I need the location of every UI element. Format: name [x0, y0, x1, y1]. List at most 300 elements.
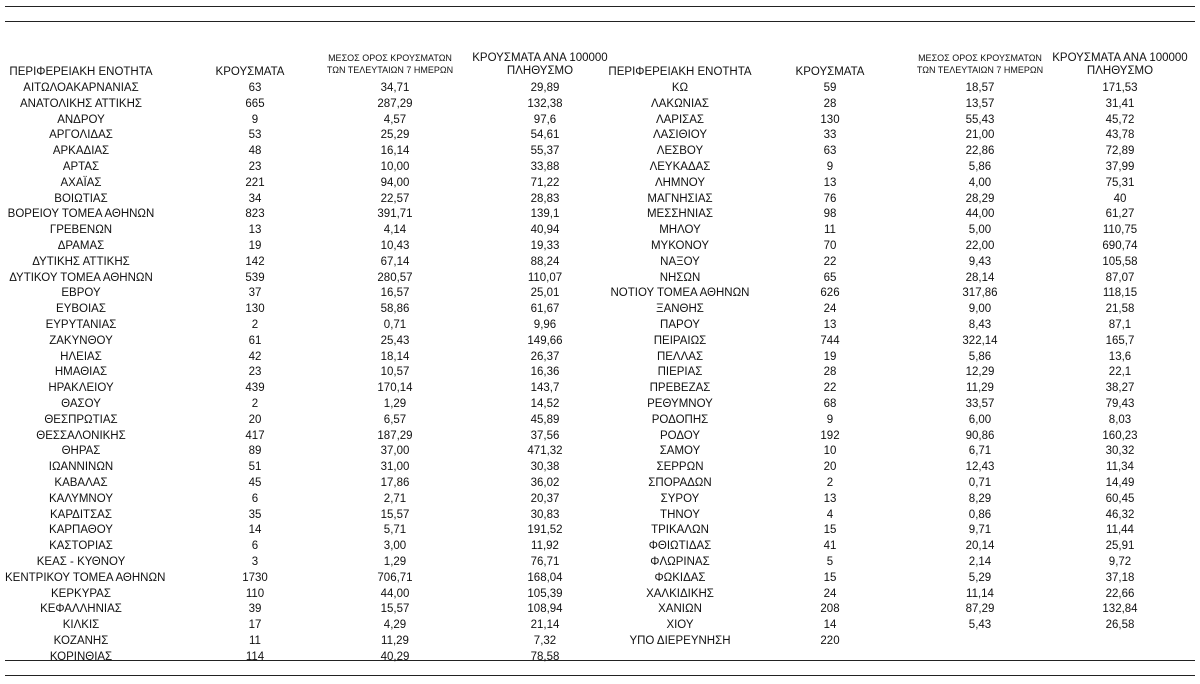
region-cell: ΚΕΝΤΡΙΚΟΥ ΤΟΜΕΑ ΑΘΗΝΩΝ [5, 571, 166, 584]
per100k-cell: 165,7 [1105, 334, 1135, 347]
cases-cell: 76 [823, 192, 837, 205]
avg7-cell: 34,71 [380, 82, 410, 94]
per100k-cell: 37,56 [530, 429, 560, 442]
region-cell: ΔΥΤΙΚΗΣ ΑΤΤΙΚΗΣ [32, 255, 130, 268]
right-header-avg [905, 52, 1055, 76]
cases-cell: 14 [823, 619, 837, 632]
right-header-per100k-line1: ΚΡΟΥΣΜΑΤΑ ΑΝΑ 100000 [1052, 52, 1188, 64]
cases-cell: 10 [823, 445, 837, 458]
right-header-avg-line2: ΤΩΝ ΤΕΛΕΥΤΑΙΩΝ 7 ΗΜΕΡΩΝ [916, 65, 1044, 75]
avg7-cell: 17,86 [380, 477, 410, 489]
cases-cell: 1730 [242, 571, 268, 584]
cases-cell: 33 [823, 129, 837, 142]
per100k-cell: 8,03 [1108, 413, 1132, 426]
region-cell: ΦΘΙΩΤΙΔΑΣ [648, 540, 712, 553]
per100k-cell: 43,78 [1105, 129, 1135, 142]
per100k-cell: 30,32 [1105, 445, 1135, 458]
per100k-cell: 25,91 [1105, 540, 1135, 553]
region-cell: ΠΑΡΟΥ [660, 319, 700, 331]
left-header-per100k [465, 52, 615, 78]
region-cell: ΣΥΡΟΥ [660, 492, 700, 505]
avg7-cell: 5,29 [968, 571, 992, 584]
region-cell: ΣΑΜΟΥ [659, 445, 701, 458]
avg7-cell: 391,71 [377, 208, 413, 221]
region-cell: ΠΕΛΛΑΣ [656, 350, 704, 363]
region-cell: ΕΥΡΥΤΑΝΙΑΣ [45, 319, 117, 331]
cases-cell: 28 [823, 97, 837, 110]
region-cell: ΚΑΡΔΙΤΣΑΣ [50, 508, 112, 521]
per100k-cell: 9,96 [533, 319, 557, 331]
region-cell: ΚΕΦΑΛΛΗΝΙΑΣ [40, 603, 122, 616]
per100k-cell: 76,71 [530, 556, 560, 568]
region-cell: ΝΑΞΟΥ [660, 255, 700, 268]
avg7-cell: 13,57 [965, 97, 995, 110]
region-cell: ΑΧΑΪΑΣ [60, 176, 102, 189]
per100k-cell: 54,61 [530, 129, 560, 142]
per100k-cell: 29,89 [530, 82, 560, 94]
cases-cell: 130 [820, 113, 840, 126]
cases-cell: 4 [826, 508, 834, 521]
region-cell: ΘΗΡΑΣ [61, 445, 101, 458]
avg7-cell: 22,57 [380, 192, 410, 205]
per100k-cell: 25,01 [530, 287, 560, 300]
cases-cell: 11 [824, 224, 836, 237]
region-cell: ΛΑΡΙΣΑΣ [655, 113, 705, 126]
avg7-cell: 20,14 [965, 540, 995, 553]
cases-cell: 3 [251, 556, 259, 568]
region-cell: ΜΥΚΟΝΟΥ [650, 240, 710, 252]
per100k-cell: 110,75 [1102, 224, 1138, 237]
per100k-cell: 61,67 [530, 303, 560, 316]
cases-cell: 114 [245, 650, 265, 663]
per100k-cell: 191,52 [527, 524, 563, 537]
region-cell: ΓΡΕΒΕΝΩΝ [49, 224, 113, 237]
region-cell: ΜΗΛΟΥ [659, 224, 701, 237]
avg7-cell: 16,57 [380, 287, 410, 300]
region-cell: ΔΡΑΜΑΣ [57, 240, 105, 252]
cases-cell: 23 [248, 366, 262, 379]
per100k-cell: 21,58 [1105, 303, 1135, 316]
cases-cell: 823 [245, 208, 265, 221]
cases-cell: 142 [245, 255, 265, 268]
avg7-cell: 25,29 [380, 129, 410, 142]
cases-cell: 2 [826, 477, 834, 489]
avg7-cell: 22,86 [965, 145, 995, 158]
region-cell: ΚΟΡΙΝΘΙΑΣ [49, 650, 113, 663]
cases-cell: 13 [823, 492, 837, 505]
per100k-cell: 132,38 [527, 97, 563, 110]
avg7-cell: 28,14 [965, 271, 995, 284]
cases-cell: 20 [248, 413, 262, 426]
region-cell: ΠΙΕΡΙΑΣ [657, 366, 703, 379]
cases-cell: 9 [826, 161, 834, 173]
cases-cell: 68 [823, 398, 837, 410]
avg7-cell: 28,29 [965, 192, 995, 205]
region-cell: ΘΑΣΟΥ [61, 398, 101, 410]
avg7-cell: 0,71 [968, 477, 992, 489]
cases-cell: 24 [823, 303, 837, 316]
region-cell: ΡΟΔΟΠΗΣ [651, 413, 709, 426]
per100k-cell: 168,04 [527, 571, 563, 584]
region-cell: ΑΙΤΩΛΟΑΚΑΡΝΑΝΙΑΣ [23, 82, 139, 94]
region-cell: ΒΟΡΕΙΟΥ ΤΟΜΕΑ ΑΘΗΝΩΝ [7, 208, 155, 221]
region-cell: ΑΡΚΑΔΙΑΣ [52, 145, 110, 158]
region-cell: ΛΑΚΩΝΙΑΣ [651, 97, 709, 110]
per100k-cell: 40,94 [530, 224, 560, 237]
region-cell: ΜΕΣΣΗΝΙΑΣ [646, 208, 714, 221]
region-cell: ΝΗΣΩΝ [659, 271, 701, 284]
region-cell: ΑΝΔΡΟΥ [57, 113, 105, 126]
cases-cell: 9 [826, 413, 834, 426]
region-cell: ΛΗΜΝΟΥ [654, 176, 706, 189]
per100k-cell: 132,84 [1102, 603, 1138, 616]
per100k-cell: 471,32 [527, 445, 563, 458]
per100k-cell: 87,1 [1108, 319, 1132, 331]
cases-cell: 2 [251, 398, 259, 410]
left-header-avg [315, 52, 465, 76]
per100k-cell: 171,53 [1102, 82, 1138, 94]
cases-cell: 417 [245, 429, 265, 442]
avg7-cell: 322,14 [962, 334, 998, 347]
per100k-cell: 14,52 [530, 398, 560, 410]
cases-cell: 98 [823, 208, 837, 221]
cases-cell: 61 [248, 334, 262, 347]
cases-cell: 70 [823, 240, 837, 252]
avg7-cell: 706,71 [377, 571, 413, 584]
per100k-cell: 16,36 [530, 366, 560, 379]
cases-cell: 439 [245, 382, 265, 395]
cases-cell: 665 [245, 97, 265, 110]
per100k-cell: 21,14 [530, 619, 560, 632]
per100k-cell: 38,27 [1105, 382, 1135, 395]
per100k-cell: 9,72 [1108, 556, 1132, 568]
cases-cell: 192 [820, 429, 840, 442]
right-header-per100k-line2: ΠΛΗΘΥΣΜΟ [1086, 65, 1154, 77]
cases-cell: 45 [248, 477, 262, 489]
per100k-cell: 40 [1113, 192, 1127, 205]
per100k-cell: 22,1 [1108, 366, 1132, 379]
cases-cell: 626 [820, 287, 840, 300]
avg7-cell: 44,00 [965, 208, 995, 221]
per100k-cell: 160,23 [1102, 429, 1138, 442]
cases-cell: 53 [248, 129, 262, 142]
cases-cell: 17 [248, 619, 262, 632]
avg7-cell: 31,00 [380, 461, 410, 474]
per100k-cell: 28,83 [530, 192, 560, 205]
cases-cell: 89 [248, 445, 262, 458]
region-cell: ΔΥΤΙΚΟΥ ΤΟΜΕΑ ΑΘΗΝΩΝ [9, 271, 153, 284]
region-cell: ΒΟΙΩΤΙΑΣ [54, 192, 108, 205]
left-header-per100k-line2: ΠΛΗΘΥΣΜΟ [506, 65, 574, 77]
avg7-cell: 15,57 [380, 603, 410, 616]
avg7-cell: 94,00 [380, 176, 410, 189]
region-cell: ΚΙΛΚΙΣ [62, 619, 100, 632]
per100k-cell: 139,1 [530, 208, 560, 221]
per100k-cell: 11,92 [531, 540, 559, 553]
avg7-cell: 0,86 [968, 508, 992, 521]
left-header-cases: ΚΡΟΥΣΜΑΤΑ [215, 66, 285, 78]
right-header-avg-line1: ΜΕΣΟΣ ΟΡΟΣ ΚΡΟΥΣΜΑΤΩΝ [918, 53, 1042, 63]
avg7-cell: 16,14 [380, 145, 410, 158]
per100k-cell: 88,24 [530, 255, 560, 268]
avg7-cell: 5,00 [968, 224, 992, 237]
right-header-cases: ΚΡΟΥΣΜΑΤΑ [795, 66, 865, 78]
per100k-cell: 37,18 [1105, 571, 1135, 584]
region-cell: ΚΑΛΥΜΝΟΥ [49, 492, 113, 505]
cases-cell: 20 [823, 461, 837, 474]
cases-cell: 22 [823, 382, 837, 395]
avg7-cell: 9,71 [968, 524, 992, 537]
per100k-cell: 75,31 [1105, 176, 1135, 189]
cases-cell: 34 [248, 192, 262, 205]
avg7-cell: 22,00 [965, 240, 995, 252]
avg7-cell: 33,57 [965, 398, 995, 410]
cases-cell: 39 [248, 603, 262, 616]
avg7-cell: 21,00 [965, 129, 995, 142]
avg7-cell: 317,86 [962, 287, 998, 300]
per100k-cell: 11,44 [1106, 524, 1134, 537]
top-rule-1 [5, 6, 1195, 7]
cases-cell: 63 [823, 145, 837, 158]
bottom-rule-2 [5, 675, 1195, 676]
region-cell: ΤΡΙΚΑΛΩΝ [651, 524, 709, 537]
cases-cell: 5 [826, 556, 834, 568]
region-cell: ΠΡΕΒΕΖΑΣ [649, 382, 711, 395]
per100k-cell: 30,38 [530, 461, 560, 474]
cases-cell: 6 [251, 540, 259, 553]
avg7-cell: 10,57 [380, 366, 410, 379]
region-cell: ΕΥΒΟΙΑΣ [56, 303, 106, 316]
avg7-cell: 67,14 [380, 255, 410, 268]
avg7-cell: 5,43 [968, 619, 992, 632]
cases-cell: 9 [251, 113, 259, 126]
per100k-cell: 13,6 [1108, 350, 1132, 363]
region-cell: ΙΩΑΝΝΙΝΩΝ [48, 461, 114, 474]
cases-cell: 539 [245, 271, 265, 284]
cases-cell: 11 [249, 635, 261, 647]
per100k-cell: 37,99 [1105, 161, 1135, 173]
region-cell: ΣΕΡΡΩΝ [656, 461, 704, 474]
per100k-cell: 55,37 [530, 145, 560, 158]
cases-cell: 220 [820, 635, 840, 647]
per100k-cell: 20,37 [530, 492, 560, 505]
cases-cell: 15 [823, 571, 837, 584]
region-cell: ΛΕΥΚΑΔΑΣ [649, 161, 711, 173]
region-cell: ΚΑΡΠΑΘΟΥ [49, 524, 113, 537]
avg7-cell: 12,29 [965, 366, 995, 379]
avg7-cell: 90,86 [965, 429, 995, 442]
avg7-cell: 280,57 [377, 271, 413, 284]
per100k-cell: 46,32 [1105, 508, 1135, 521]
per100k-cell: 7,32 [533, 635, 557, 647]
region-cell: ΚΕΑΣ - ΚΥΘΝΟΥ [36, 556, 126, 568]
cases-cell: 42 [248, 350, 262, 363]
per100k-cell: 45,72 [1105, 113, 1135, 126]
per100k-cell: 30,83 [530, 508, 560, 521]
region-cell: ΧΑΝΙΩΝ [658, 603, 702, 616]
region-cell: ΚΩ [671, 82, 689, 94]
per100k-cell: 143,7 [530, 382, 560, 395]
region-cell: ΧΑΛΚΙΔΙΚΗΣ [646, 587, 714, 600]
cases-cell: 15 [823, 524, 837, 537]
avg7-cell: 170,14 [377, 382, 413, 395]
cases-cell: 24 [823, 587, 837, 600]
avg7-cell: 1,29 [383, 556, 407, 568]
avg7-cell: 12,43 [965, 461, 995, 474]
per100k-cell: 87,07 [1105, 271, 1135, 284]
avg7-cell: 4,57 [383, 113, 407, 126]
per100k-cell: 110,07 [527, 271, 563, 284]
per100k-cell: 36,02 [530, 477, 560, 489]
region-cell: ΚΕΡΚΥΡΑΣ [51, 587, 111, 600]
right-header-per100k [1045, 52, 1195, 78]
avg7-cell: 10,43 [380, 240, 410, 252]
region-cell: ΥΠΟ ΔΙΕΡΕΥΝΗΣΗ [629, 635, 731, 647]
avg7-cell: 6,57 [383, 413, 407, 426]
region-cell: ΣΠΟΡΑΔΩΝ [648, 477, 712, 489]
per100k-cell: 72,89 [1105, 145, 1135, 158]
region-cell: ΞΑΝΘΗΣ [656, 303, 704, 316]
region-cell: ΧΙΟΥ [666, 619, 694, 632]
cases-cell: 23 [248, 161, 262, 173]
avg7-cell: 2,14 [968, 556, 992, 568]
region-cell: ΛΑΣΙΘΙΟΥ [652, 129, 708, 142]
cases-cell: 13 [823, 319, 837, 331]
region-cell: ΘΕΣΠΡΩΤΙΑΣ [44, 413, 118, 426]
region-cell: ΡΟΔΟΥ [659, 429, 701, 442]
cases-cell: 37 [248, 287, 262, 300]
region-cell: ΑΡΓΟΛΙΔΑΣ [49, 129, 113, 142]
avg7-cell: 4,00 [968, 176, 992, 189]
region-cell: ΘΕΣΣΑΛΟΝΙΚΗΣ [36, 429, 126, 442]
avg7-cell: 44,00 [380, 587, 410, 600]
avg7-cell: 6,00 [968, 413, 992, 426]
per100k-cell: 108,94 [527, 603, 563, 616]
region-cell: ΑΡΤΑΣ [62, 161, 100, 173]
per100k-cell: 105,39 [527, 587, 563, 600]
per100k-cell: 22,66 [1105, 587, 1135, 600]
cases-cell: 130 [245, 303, 265, 316]
per100k-cell: 79,43 [1105, 398, 1135, 410]
cases-cell: 48 [248, 145, 262, 158]
left-header-region: ΠΕΡΙΦΕΡΕΙΑΚΗ ΕΝΟΤΗΤΑ [9, 66, 153, 78]
avg7-cell: 11,29 [381, 635, 409, 647]
avg7-cell: 25,43 [380, 334, 410, 347]
per100k-cell: 45,89 [530, 413, 560, 426]
avg7-cell: 8,43 [968, 319, 992, 331]
region-cell: ΡΕΘΥΜΝΟΥ [647, 398, 713, 410]
per100k-cell: 690,74 [1102, 240, 1138, 252]
avg7-cell: 11,14 [966, 587, 994, 600]
cases-cell: 14 [248, 524, 262, 537]
cases-cell: 13 [248, 224, 262, 237]
per100k-cell: 149,66 [527, 334, 563, 347]
avg7-cell: 58,86 [380, 303, 410, 316]
avg7-cell: 4,14 [383, 224, 407, 237]
cases-cell: 221 [245, 176, 265, 189]
left-header-avg-line2: ΤΩΝ ΤΕΛΕΥΤΑΙΩΝ 7 ΗΜΕΡΩΝ [326, 65, 454, 75]
cases-cell: 41 [823, 540, 837, 553]
per100k-cell: 33,88 [530, 161, 560, 173]
avg7-cell: 5,71 [383, 524, 407, 537]
region-cell: ΤΗΝΟΥ [660, 508, 700, 521]
per100k-cell: 19,33 [530, 240, 560, 252]
region-cell: ΗΡΑΚΛΕΙΟΥ [48, 382, 114, 395]
cases-cell: 19 [823, 350, 837, 363]
cases-cell: 6 [251, 492, 259, 505]
region-cell: ΛΕΣΒΟΥ [656, 145, 704, 158]
region-cell: ΦΛΩΡΙΝΑΣ [650, 556, 710, 568]
per100k-cell: 26,37 [530, 350, 560, 363]
cases-cell: 59 [823, 82, 837, 94]
avg7-cell: 9,43 [968, 255, 992, 268]
avg7-cell: 4,29 [383, 619, 407, 632]
per100k-cell: 11,34 [1106, 461, 1134, 474]
region-cell: ΚΑΣΤΟΡΙΑΣ [49, 540, 113, 553]
cases-cell: 19 [248, 240, 262, 252]
cases-cell: 51 [248, 461, 262, 474]
avg7-cell: 15,57 [380, 508, 410, 521]
region-cell: ΑΝΑΤΟΛΙΚΗΣ ΑΤΤΙΚΗΣ [19, 97, 142, 110]
region-cell: ΝΟΤΙΟΥ ΤΟΜΕΑ ΑΘΗΝΩΝ [610, 287, 750, 300]
avg7-cell: 87,29 [965, 603, 995, 616]
per100k-cell: 14,49 [1105, 477, 1135, 489]
region-cell: ΚΟΖΑΝΗΣ [53, 635, 109, 647]
top-rule-2 [5, 21, 1195, 22]
region-cell: ΖΑΚΥΝΘΟΥ [49, 334, 113, 347]
avg7-cell: 10,00 [380, 161, 410, 173]
region-cell: ΕΒΡΟΥ [61, 287, 101, 300]
per100k-cell: 105,58 [1102, 255, 1138, 268]
avg7-cell: 18,57 [965, 82, 995, 94]
cases-cell: 22 [823, 255, 837, 268]
cases-cell: 28 [823, 366, 837, 379]
avg7-cell: 40,29 [380, 650, 410, 663]
avg7-cell: 5,86 [968, 161, 992, 173]
avg7-cell: 18,14 [380, 350, 410, 363]
left-header-per100k-line1: ΚΡΟΥΣΜΑΤΑ ΑΝΑ 100000 [472, 52, 608, 64]
avg7-cell: 55,43 [965, 113, 995, 126]
per100k-cell: 71,22 [530, 176, 560, 189]
avg7-cell: 3,00 [383, 540, 407, 553]
avg7-cell: 0,71 [383, 319, 407, 331]
region-cell: ΗΜΑΘΙΑΣ [54, 366, 108, 379]
region-cell: ΦΩΚΙΔΑΣ [654, 571, 706, 584]
avg7-cell: 8,29 [968, 492, 992, 505]
cases-cell: 65 [823, 271, 837, 284]
avg7-cell: 37,00 [380, 445, 410, 458]
left-header-avg-line1: ΜΕΣΟΣ ΟΡΟΣ ΚΡΟΥΣΜΑΤΩΝ [328, 53, 452, 63]
avg7-cell: 287,29 [377, 97, 413, 110]
region-cell: ΠΕΙΡΑΙΩΣ [653, 334, 707, 347]
cases-cell: 208 [820, 603, 840, 616]
cases-cell: 35 [248, 508, 262, 521]
region-cell: ΗΛΕΙΑΣ [60, 350, 102, 363]
cases-cell: 2 [251, 319, 259, 331]
per100k-cell: 26,58 [1105, 619, 1135, 632]
per100k-cell: 97,6 [533, 113, 557, 126]
cases-cell: 744 [820, 334, 840, 347]
avg7-cell: 2,71 [383, 492, 407, 505]
per100k-cell: 118,15 [1102, 287, 1138, 300]
avg7-cell: 187,29 [377, 429, 413, 442]
avg7-cell: 11,29 [966, 382, 994, 395]
per100k-cell: 31,41 [1105, 97, 1135, 110]
cases-cell: 63 [248, 82, 262, 94]
avg7-cell: 5,86 [968, 350, 992, 363]
per100k-cell: 78,58 [530, 650, 560, 663]
region-cell: ΜΑΓΝΗΣΙΑΣ [647, 192, 713, 205]
